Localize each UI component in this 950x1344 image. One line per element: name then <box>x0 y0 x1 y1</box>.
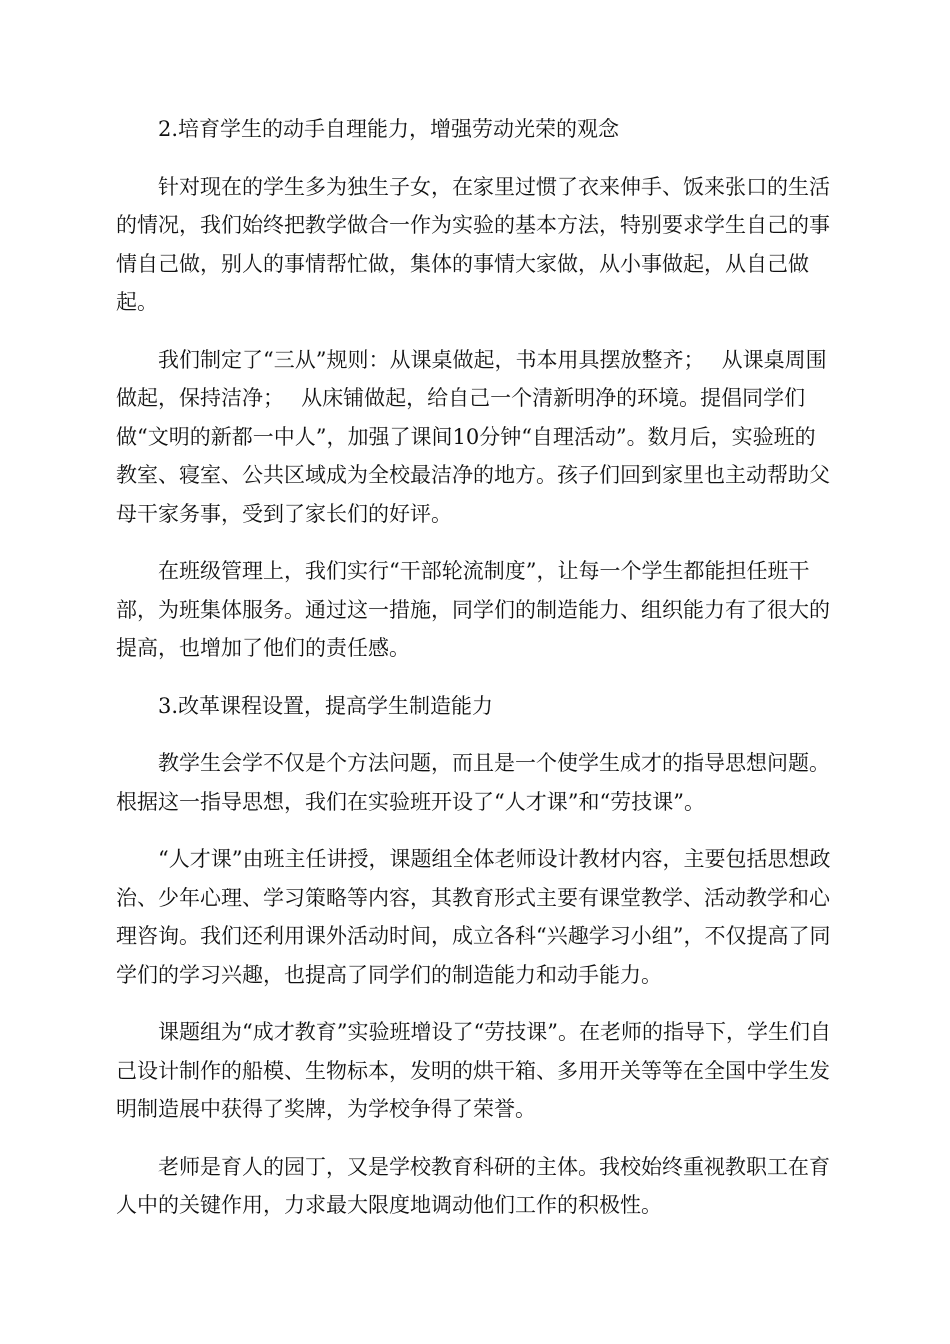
paragraph: 教学生会学不仅是个方法问题，而且是一个使学生成才的指导思想问题。根据这一指导思想，我们在实验班开设了“人才课”和“劳技课”。 <box>116 751 830 814</box>
paragraph: “人才课”由班主任讲授，课题组全体老师设计教材内容，主要包括思想政治、少年心理、学习策略等内容，其教育形式主要有课堂教学、活动教学和心理咨询。我们还利用课外活动时间，成立各科“兴趣学习小组”，不仅提高了同学们的学习兴趣，也提高了同学们的制造能力和动手能力。 <box>116 847 831 987</box>
paragraph: 在班级管理上，我们实行“干部轮流制度”，让每一个学生都能担任班干部，为班集体服务。通过这一措施，同学们的制造能力、组织能力有了很大的提高，也增加了他们的责任感。 <box>116 559 830 660</box>
paragraph: 课题组为“成才教育”实验班增设了“劳技课”。在老师的指导下，学生们自己设计制作的船模、生物标本，发明的烘干箱、多用开关等等在全国中学生发明制造展中获得了奖牌，为学校争得了荣誉。 <box>116 1020 831 1121</box>
paragraph: 针对现在的学生多为独生子女，在家里过惯了衣来伸手、饭来张口的生活的情况，我们始终把教学做合一作为实验的基本方法，特别要求学生自己的事情自己做，别人的事情帮忙做，集体的事情大家做，从小事做起，从自己做起。 <box>116 174 830 314</box>
section-heading-3: 3.改革课程设置，提高学生制造能力 <box>158 693 494 718</box>
paragraph: 老师是育人的园丁，又是学校教育科研的主体。我校始终重视教职工在育人中的关键作用，力求最大限度地调动他们工作的积极性。 <box>116 1154 830 1217</box>
section-heading-2: 2.培育学生的动手自理能力，增强劳动光荣的观念 <box>158 117 620 141</box>
document-body <box>116 110 836 1244</box>
paragraph: 我们制定了“三从”规则：从课桌做起，书本用具摆放整齐； 从课桌周围做起，保持洁净； 从床铺做起，给自己一个清新明净的环境。提倡同学们做“文明的新都一中人”，加强了课间10分钟“自理活动”。数月后，实验班的教室、寝室、公共区域成为全校最洁净的地方。孩子们回到家里也主动帮助父母干家务事，受到了家长们的好评。 <box>116 347 830 526</box>
